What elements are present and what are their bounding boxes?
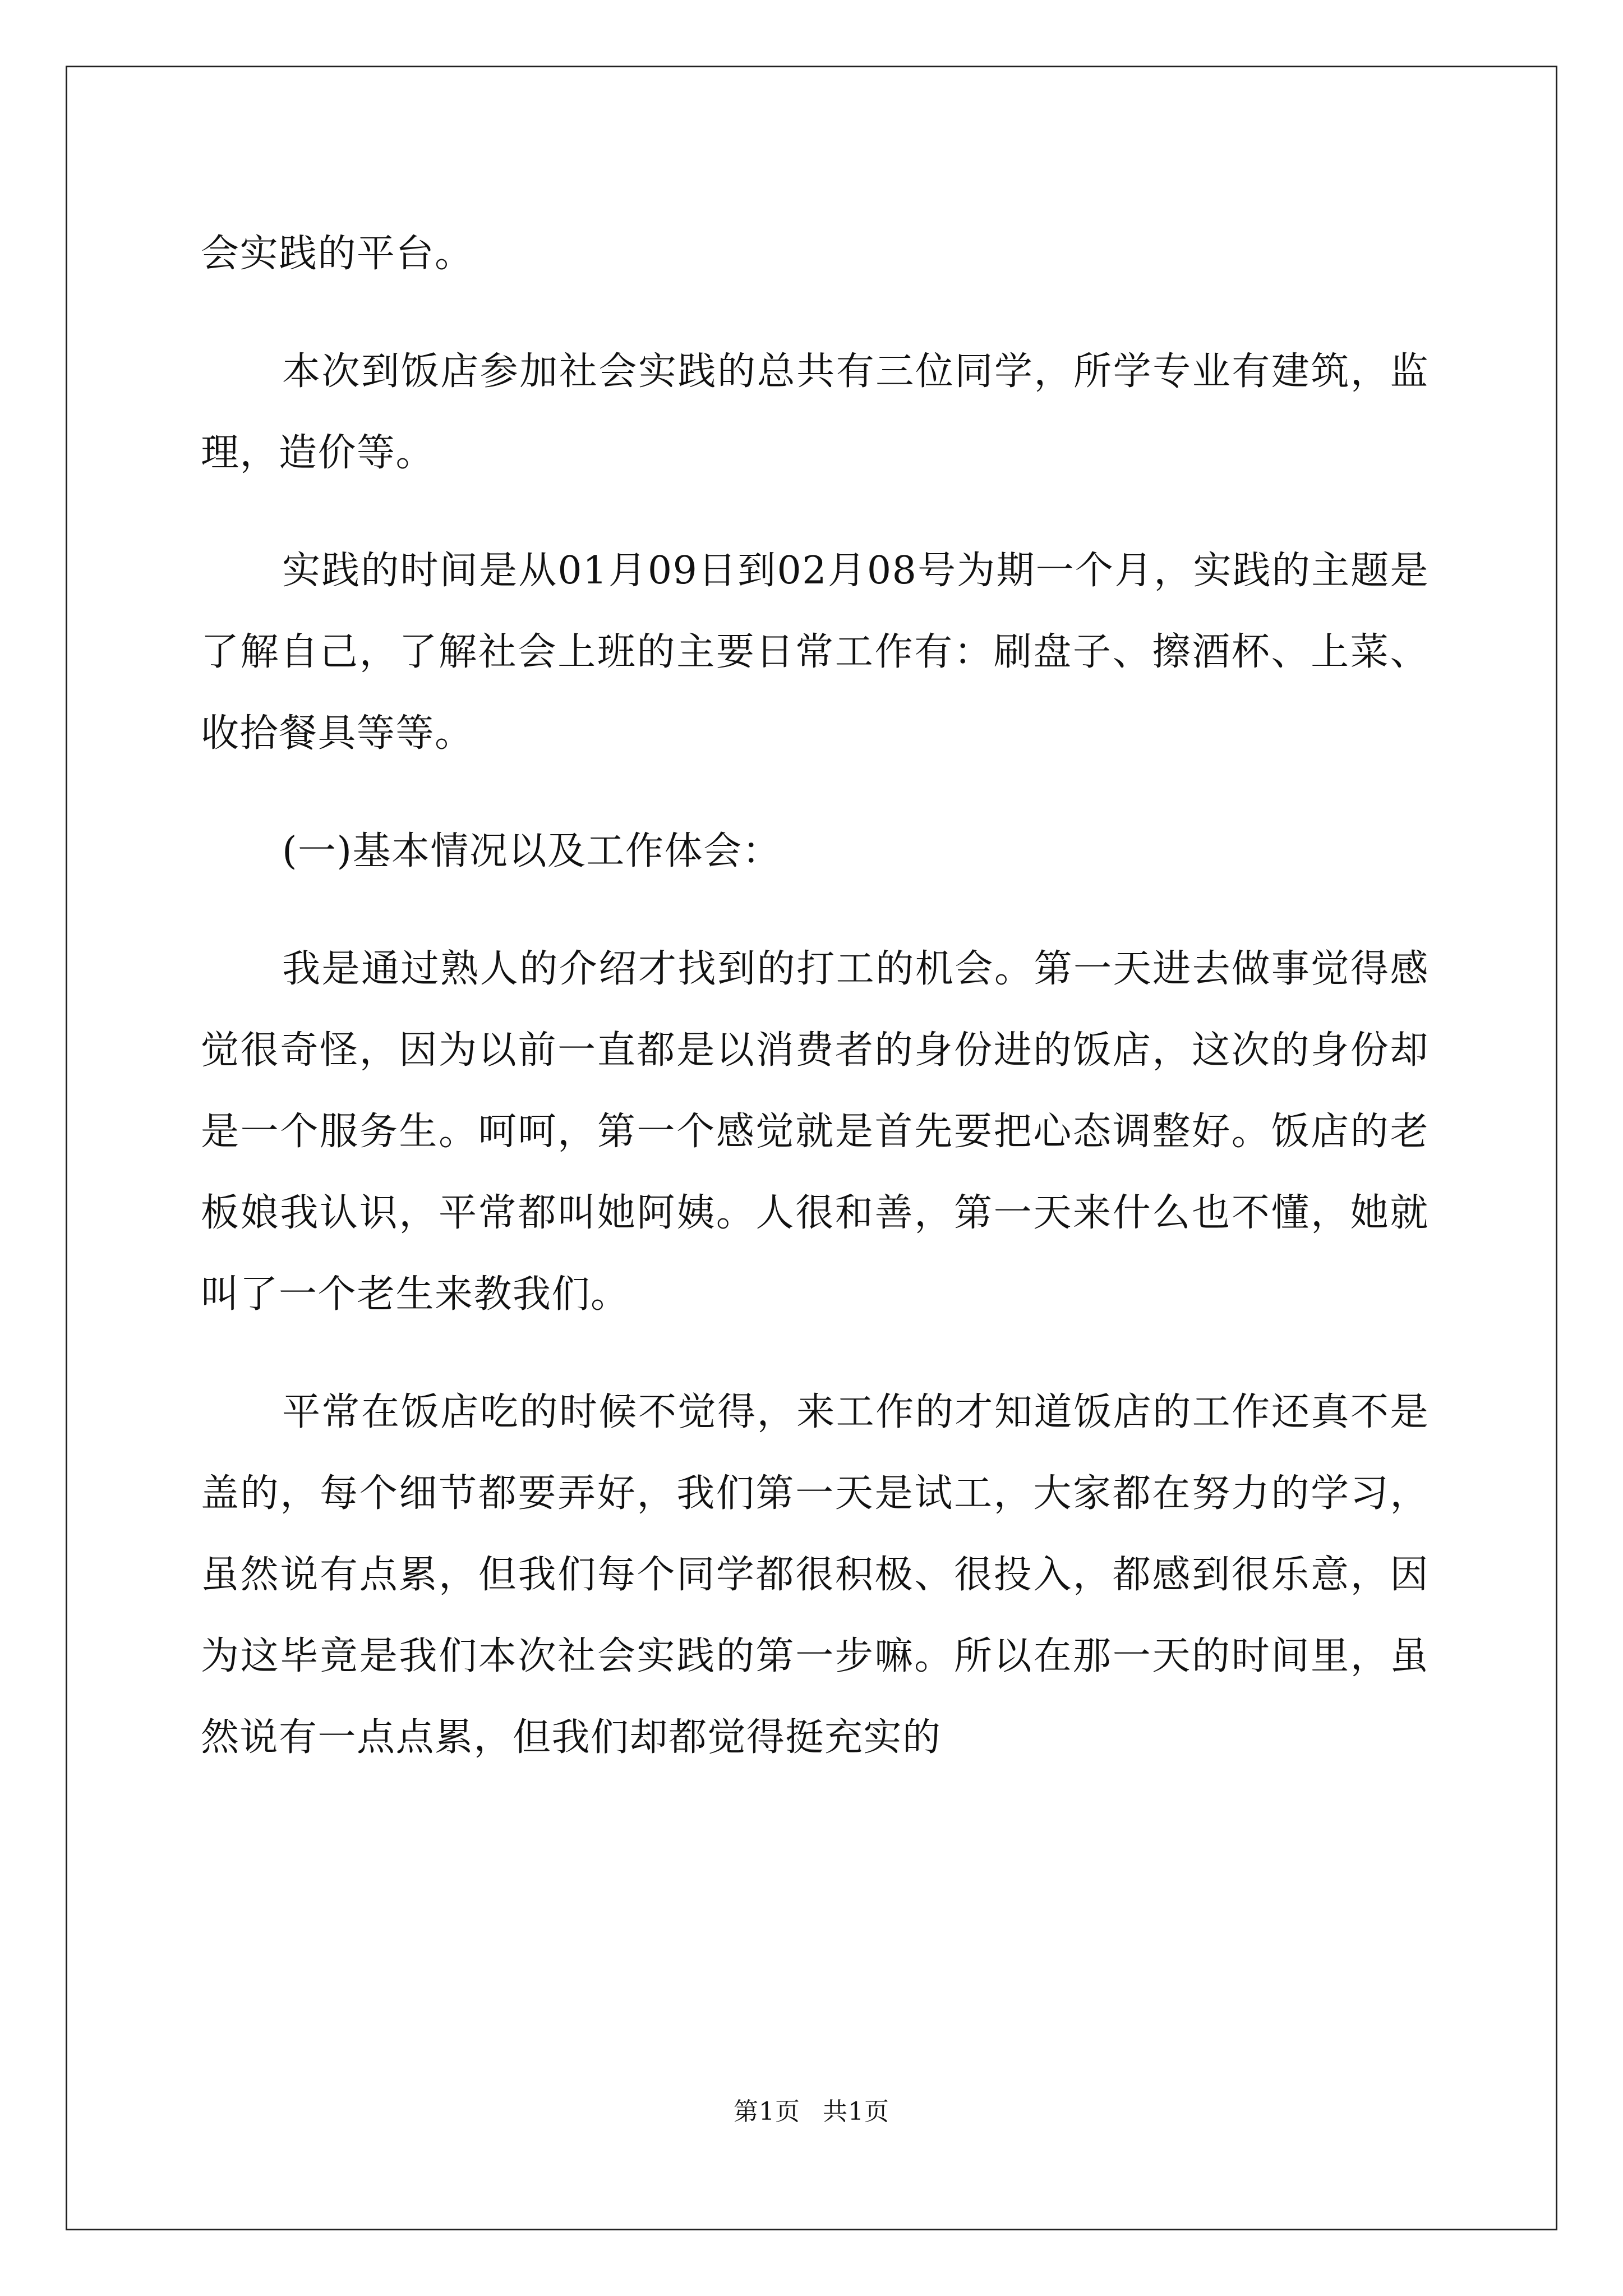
paragraph-3: 实践的时间是从01月09日到02月08号为期一个月，实践的主题是了解自己，了解社会上班的主要日常工作有：刷盘子、擦酒杯、上菜、收拾餐具等等。 <box>201 549 1429 756</box>
page-footer <box>0 2095 1623 2129</box>
paragraph-6: 平常在饭店吃的时候不觉得，来工作的才知道饭店的工作还真不是盖的，每个细节都要弄好，我们第一天是试工，大家都在努力的学习，虽然说有点累，但我们每个同学都很积极、很投入，都感到很乐意，因为这毕竟是我们本次社会实践的第一步嘛。所以在那一天的时间里，虽然说有一点点累，但我们却都觉得挺充实的 <box>201 1390 1429 1760</box>
document-body <box>201 213 1429 1815</box>
paragraph-5: 我是通过熟人的介绍才找到的打工的机会。第一天进去做事觉得感觉很奇怪，因为以前一直都是以消费者的身份进的饭店，这次的身份却是一个服务生。呵呵，第一个感觉就是首先要把心态调整好。饭店的老板娘我认识，平常都叫她阿姨。人很和善，第一天来什么也不懂，她就叫了一个老生来教我们。 <box>201 947 1429 1317</box>
paragraph-1: 会实践的平台。 <box>201 232 474 276</box>
paragraph-4-heading: (一)基本情况以及工作体会： <box>282 829 782 873</box>
page-number-current: 第1页 <box>734 2097 800 2126</box>
page-number-total: 共1页 <box>823 2097 889 2126</box>
paragraph-2: 本次到饭店参加社会实践的总共有三位同学，所学专业有建筑，监理，造价等。 <box>201 349 1429 475</box>
